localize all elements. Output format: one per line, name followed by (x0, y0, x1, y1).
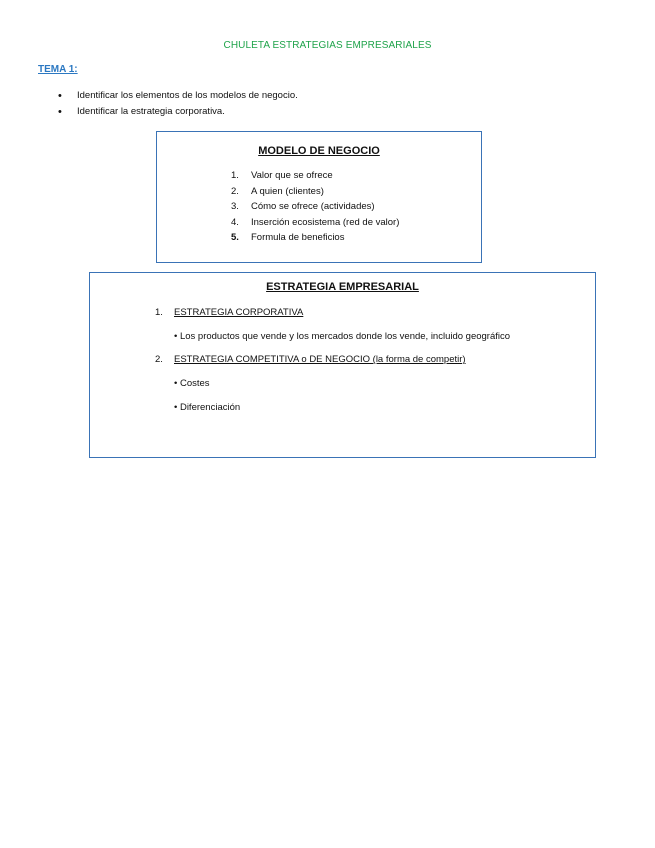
item-number: 1. (155, 307, 163, 318)
modelo-negocio-box (156, 131, 482, 263)
item-text: A quien (clientes) (251, 185, 324, 197)
list-item (231, 215, 399, 231)
estrategia-empresarial-box (89, 272, 596, 458)
item-text: Formula de beneficios (251, 232, 345, 243)
list-item: • Identificar los elementos de los modelos de negocio. (58, 88, 298, 104)
estrategia-empresarial-title: ESTRATEGIA EMPRESARIAL (266, 281, 419, 293)
sub-item: • Los productos que vende y los mercados donde los vende, incluido geográfico (174, 331, 511, 342)
item-text: ESTRATEGIA COMPETITIVA o DE NEGOCIO (la forma de competir) (174, 354, 466, 365)
modelo-negocio-list (231, 168, 399, 246)
page-title: CHULETA ESTRATEGIAS EMPRESARIALES (223, 40, 432, 51)
estrategia-item-competitiva (155, 354, 466, 365)
section-heading-tema-1: TEMA 1: (38, 64, 78, 75)
item-number: 1. (231, 170, 239, 181)
item-text: Valor que se ofrece (251, 170, 333, 181)
item-text: Cómo se ofrece (actividades) (251, 201, 375, 212)
list-item (231, 184, 399, 200)
item-number: 2. (231, 185, 239, 197)
estrategia-item-corporativa (155, 307, 303, 318)
list-item: • Identificar la estrategia corporativa. (58, 104, 298, 120)
item-number: 2. (155, 354, 163, 365)
item-number: 4. (231, 216, 239, 228)
list-item (231, 168, 399, 184)
modelo-negocio-title: MODELO DE NEGOCIO (258, 145, 380, 157)
sub-item: • Costes (174, 378, 210, 389)
item-text: Inserción ecosistema (red de valor) (251, 216, 400, 228)
objectives-list (58, 88, 298, 120)
item-text: ESTRATEGIA CORPORATIVA (174, 307, 304, 318)
list-item (231, 230, 399, 246)
item-number: 5. (231, 232, 239, 243)
list-item (231, 199, 399, 215)
item-number: 3. (231, 201, 239, 212)
sub-item: • Diferenciación (174, 402, 241, 413)
